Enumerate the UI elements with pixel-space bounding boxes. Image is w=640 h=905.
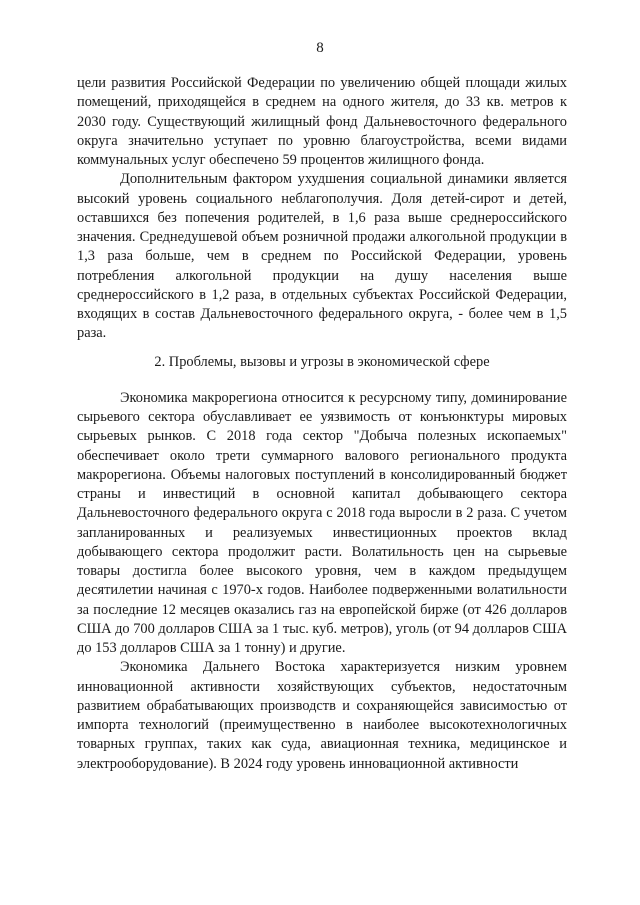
paragraph-resource-economy: Экономика макрорегиона относится к ресурсному типу, доминирование сырьевого сектора обуславливает ее уязвимость от конъюнктуры мировых сырьевых рынков. С 2018 года сектор "Добыча полезных ископаемых" обеспечивает около трети суммарного валового регионального продукта макрорегиона. Объемы налоговых поступлений в консолидированный бюджет страны и инвестиций в основной капитал добывающего сектора Дальневосточного федерального округа с 2018 года выросли в 2 раза. С учетом запланированных и реализуемых инвестиционных проектов вклад добывающего сектора продолжит расти. Волатильность цен на сырьевые товары достигла более высокого уровня, чем в каждом предыдущем десятилетии начиная с 1970-х годов. Наиболее подверженными волатильности за последние 12 месяцев оказались газ на европейской бирже (от 426 долларов США до 700 долларов США за 1 тыс. куб. метров), уголь (от 94 долларов США до 153 долларов США за 1 тонну) и другие.	[77, 389, 567, 656]
section-heading: 2. Проблемы, вызовы и угрозы в экономической сфере	[154, 353, 490, 370]
document-body	[77, 74, 567, 774]
paragraph-innovation: Экономика Дальнего Востока характеризуется низким уровнем инновационной активности хозяйствующих субъектов, недостаточным развитием обрабатывающих производств и сохраняющейся зависимостью от импорта технологий (преимущественно в наиболее высокотехнологичных товарных группах, таких как суда, авиационная техника, медицинское и электрооборудование). В 2024 году уровень инновационной активности	[77, 659, 567, 772]
paragraph-social-factors: Дополнительным фактором ухудшения социальной динамики является высокий уровень социального неблагополучия. Доля детей-сирот и детей, оставшихся без попечения родителей, в 1,6 раза выше среднероссийского значения. Среднедушевой объем розничной продажи алкогольной продукции в 1,3 раза больше, чем в среднем по Российской Федерации, уровень потребления алкогольной продукции на душу населения выше среднероссийского в 1,2 раза, в отдельных субъектах Российской Федерации, входящих в состав Дальневосточного федерального округа, - более чем в 1,5 раза.	[77, 171, 567, 342]
paragraph-housing: цели развития Российской Федерации по увеличению общей площади жилых помещений, приходящейся в среднем на одного жителя, до 33 кв. метров к 2030 году. Существующий жилищный фонд Дальневосточного федерального округа значительно уступает по уровню благоустройства, всеми видами коммунальных услуг обеспечено 59 процентов жилищного фонда.	[77, 75, 567, 168]
page-number: 8	[316, 40, 324, 56]
